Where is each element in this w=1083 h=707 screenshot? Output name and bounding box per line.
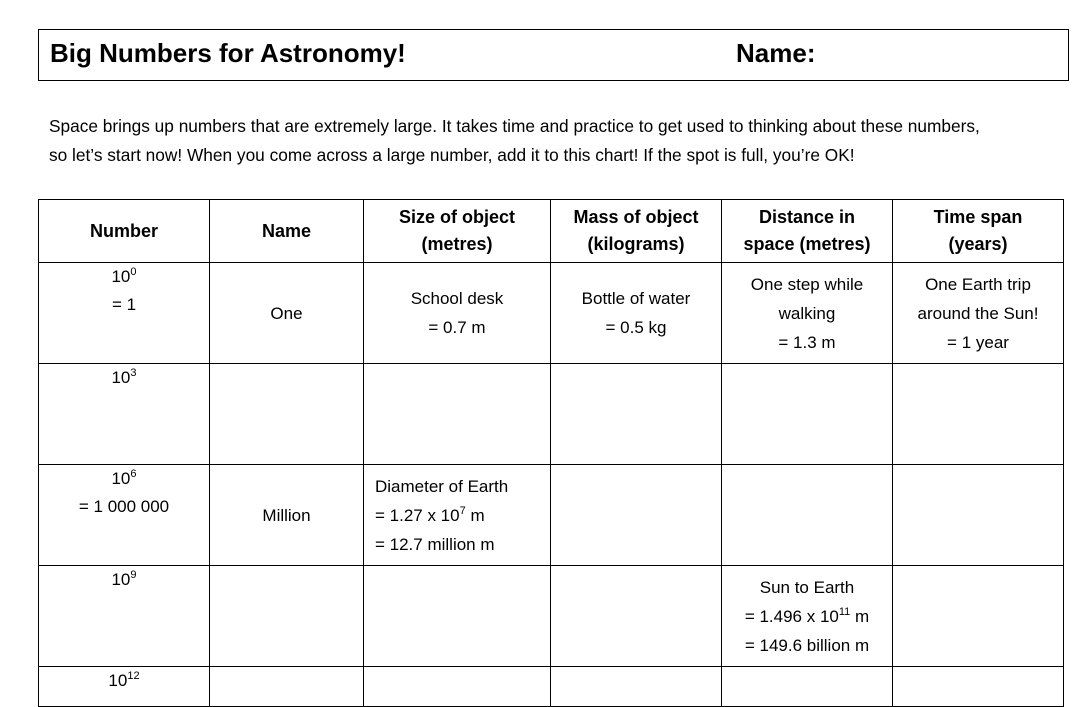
table-header-row bbox=[39, 200, 1064, 263]
power-exponent: 0 bbox=[130, 266, 137, 278]
number-equals: = 1 000 000 bbox=[78, 497, 170, 516]
distance-cell[interactable] bbox=[722, 667, 893, 707]
mass-cell[interactable] bbox=[551, 364, 722, 465]
size-line: Diameter of Earth bbox=[375, 476, 509, 496]
time-cell[interactable] bbox=[893, 364, 1064, 465]
table-row bbox=[39, 263, 1064, 364]
size-line: School desk bbox=[410, 289, 504, 308]
name-cell[interactable] bbox=[210, 263, 364, 364]
time-line: One Earth trip bbox=[925, 274, 1031, 294]
header-distance bbox=[722, 200, 893, 263]
name-cell[interactable] bbox=[210, 364, 364, 465]
number-cell[interactable] bbox=[39, 263, 210, 364]
header-time-line-1: Time span bbox=[933, 207, 1023, 227]
name-label: Name: bbox=[736, 38, 816, 68]
header-distance-line-2: space (metres) bbox=[743, 234, 871, 254]
size-cell[interactable] bbox=[364, 263, 551, 364]
table-row bbox=[39, 566, 1064, 667]
header-mass-line-1: Mass of object bbox=[573, 207, 699, 227]
number-cell[interactable] bbox=[39, 465, 210, 566]
distance-cell[interactable] bbox=[722, 364, 893, 465]
distance-exponent: 11 bbox=[838, 605, 851, 618]
name-value: One bbox=[270, 303, 303, 323]
distance-cell[interactable] bbox=[722, 263, 893, 364]
size-line: = 12.7 million m bbox=[375, 534, 495, 554]
time-line: around the Sun! bbox=[917, 303, 1039, 323]
mass-cell[interactable] bbox=[551, 263, 722, 364]
size-cell[interactable] bbox=[364, 667, 551, 707]
power-value: $10^6$ bbox=[111, 468, 137, 488]
number-equals: = 1 bbox=[111, 295, 137, 314]
mass-line: Bottle of water bbox=[581, 289, 691, 308]
power-exponent: 12 bbox=[127, 670, 140, 682]
number-cell[interactable] bbox=[39, 364, 210, 465]
number-cell[interactable] bbox=[39, 667, 210, 707]
table-row bbox=[39, 465, 1064, 566]
number-cell[interactable] bbox=[39, 566, 210, 667]
mass-cell[interactable] bbox=[551, 566, 722, 667]
distance-line: Sun to Earth bbox=[759, 577, 855, 597]
intro-line-2: so let’s start now! When you come across a large number, add it to this chart! If the spot is full, you’re OK! bbox=[49, 145, 855, 165]
time-cell[interactable] bbox=[893, 566, 1064, 667]
page-title: Big Numbers for Astronomy! bbox=[50, 38, 406, 68]
time-cell[interactable] bbox=[893, 465, 1064, 566]
header-mass bbox=[551, 200, 722, 263]
name-cell[interactable] bbox=[210, 566, 364, 667]
mass-line: = 0.5 kg bbox=[605, 318, 667, 337]
header-number-label: Number bbox=[89, 220, 158, 241]
size-line: = 0.7 m bbox=[428, 318, 486, 337]
size-cell[interactable] bbox=[364, 364, 551, 465]
name-cell[interactable] bbox=[210, 465, 364, 566]
size-cell[interactable] bbox=[364, 566, 551, 667]
table-row bbox=[39, 364, 1064, 465]
time-cell[interactable] bbox=[893, 263, 1064, 364]
mass-cell[interactable] bbox=[551, 667, 722, 707]
header-name-label: Name bbox=[261, 220, 312, 241]
name-value: Million bbox=[262, 505, 311, 525]
header-name bbox=[210, 200, 364, 263]
header-size-line-1: Size of object bbox=[398, 207, 515, 227]
distance-line: One step while bbox=[750, 274, 864, 294]
power-value: $10^9$ bbox=[111, 569, 137, 589]
distance-line: = 1.3 m bbox=[778, 332, 836, 352]
header-time-line-2: (years) bbox=[948, 234, 1008, 254]
distance-cell[interactable] bbox=[722, 465, 893, 566]
name-cell[interactable] bbox=[210, 667, 364, 707]
distance-line: = 149.6 billion m bbox=[744, 635, 870, 655]
distance-cell[interactable] bbox=[722, 566, 893, 667]
big-numbers-chart bbox=[38, 199, 1064, 707]
header-mass-line-2: (kilograms) bbox=[587, 234, 685, 254]
header-size bbox=[364, 200, 551, 263]
time-line: = 1 year bbox=[947, 332, 1009, 352]
distance-line: walking bbox=[778, 303, 836, 323]
power-exponent: 6 bbox=[130, 468, 137, 480]
power-value: $10^0$ bbox=[111, 266, 137, 286]
header-box bbox=[38, 29, 1069, 81]
header-number bbox=[39, 200, 210, 263]
distance-line: = 1.496 x $10^{11}$ m bbox=[744, 605, 870, 626]
intro-text bbox=[49, 112, 1059, 170]
header-time bbox=[893, 200, 1064, 263]
header-size-line-2: (metres) bbox=[421, 234, 493, 254]
mass-cell[interactable] bbox=[551, 465, 722, 566]
size-line: = 1.27 x $10^7$ m bbox=[375, 504, 485, 525]
power-exponent: 9 bbox=[130, 569, 137, 581]
power-value: $10^3$ bbox=[111, 367, 137, 387]
power-exponent: 3 bbox=[130, 367, 137, 379]
header-distance-line-1: Distance in bbox=[758, 207, 856, 227]
intro-line-1: Space brings up numbers that are extremely large. It takes time and practice to get used to thinking about these numbers, bbox=[49, 116, 980, 136]
time-cell[interactable] bbox=[893, 667, 1064, 707]
size-cell[interactable] bbox=[364, 465, 551, 566]
table-row bbox=[39, 667, 1064, 707]
power-value: $10^{12}$ bbox=[108, 670, 140, 690]
size-exponent: 7 bbox=[459, 504, 466, 517]
